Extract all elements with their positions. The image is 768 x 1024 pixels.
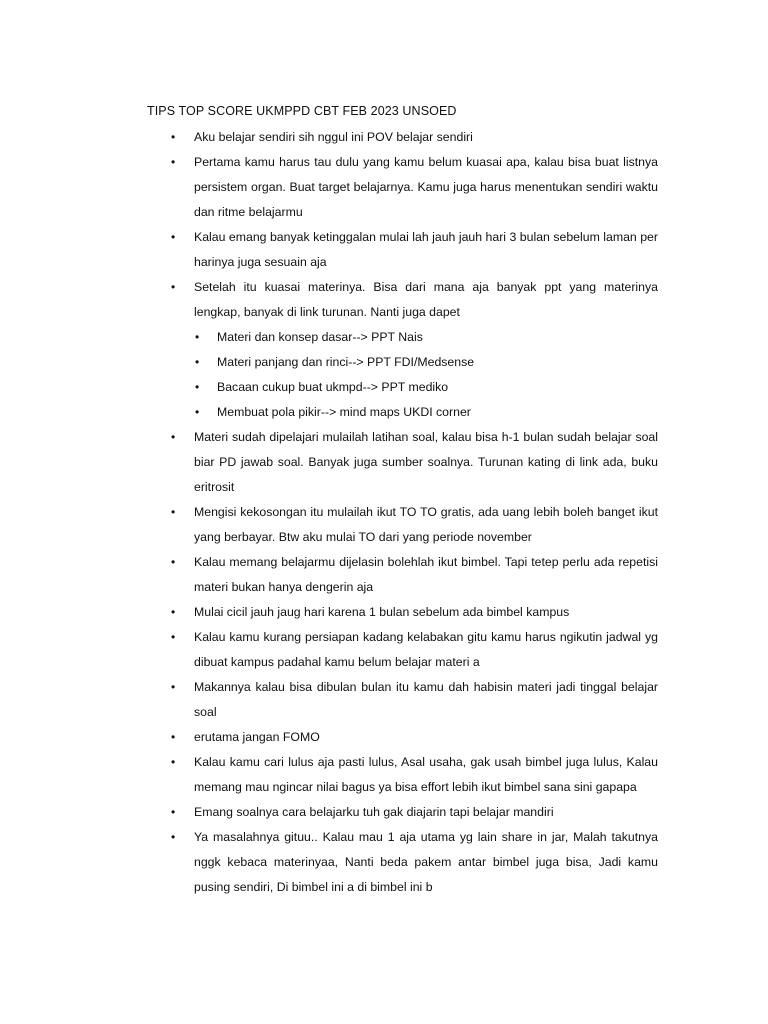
bullet-icon: • [171,630,176,644]
list-item [147,150,658,225]
list-item [147,800,658,825]
sub-list-item [194,350,658,375]
list-item [147,600,658,625]
list-item-text: Kalau kamu kurang persiapan kadang kelabakan gitu kamu harus ngikutin jadwal yg dibuat kampus padahal kamu belum belajar materi a [194,630,658,669]
list-item-text: Pertama kamu harus tau dulu yang kamu belum kuasai apa, kalau bisa buat listnya persistem organ. Buat target belajarnya. Kamu juga harus menentukan sendiri waktu dan ritme belajarmu [194,155,658,219]
list-item-text: Makannya kalau bisa dibulan bulan itu kamu dah habisin materi jadi tinggal belajar soal [194,680,658,719]
list-item [147,825,658,900]
bullet-icon: • [171,280,176,294]
bullet-icon: • [171,730,176,744]
bullet-icon: • [171,830,176,844]
bullet-icon: • [171,555,176,569]
bullet-icon: • [171,155,176,169]
sub-list-item [194,325,658,350]
sub-list-item [194,400,658,425]
bullet-icon: • [171,680,176,694]
list-item [147,225,658,275]
list-item-text: Mulai cicil jauh jaug hari karena 1 bulan sebelum ada bimbel kampus [194,605,570,619]
list-item [147,275,658,425]
list-item [147,675,658,725]
sub-list-item-text: Materi dan konsep dasar--> PPT Nais [217,330,423,344]
list-item-text: Aku belajar sendiri sih nggul ini POV belajar sendiri [194,130,473,144]
sub-list-item-text: Bacaan cukup buat ukmpd--> PPT mediko [217,380,449,394]
bullet-icon: • [195,355,200,369]
bullet-icon: • [171,755,176,769]
list-item [147,625,658,675]
list-item-text: erutama jangan FOMO [194,730,320,744]
bullet-icon: • [195,380,200,394]
list-item-text: Mengisi kekosongan itu mulailah ikut TO TO gratis, ada uang lebih boleh banget ikut yang berbayar. Btw aku mulai TO dari yang periode november [194,505,658,544]
bullet-icon: • [171,130,176,144]
sub-list-item [194,375,658,400]
list-item [147,725,658,750]
list-item [147,500,658,550]
list-item-text: Kalau kamu cari lulus aja pasti lulus, Asal usaha, gak usah bimbel juga lulus, Kalau memang mau ngincar nilai bagus ya bisa effort lebih ikut bimbel sana sini gapapa [194,755,658,794]
bullet-icon: • [171,605,176,619]
sub-list [194,325,658,425]
list-item-text: Setelah itu kuasai materinya. Bisa dari mana aja banyak ppt yang materinya lengkap, banyak di link turunan. Nanti juga dapet [194,280,658,319]
list-item-text: Emang soalnya cara belajarku tuh gak diajarin tapi belajar mandiri [194,805,554,819]
document-title: TIPS TOP SCORE UKMPPD CBT FEB 2023 UNSOED [147,104,457,118]
list-item-text: Kalau memang belajarmu dijelasin bolehlah ikut bimbel. Tapi tetep perlu ada repetisi materi bukan hanya dengerin aja [194,555,658,594]
tips-list [147,125,658,900]
list-item-text: Materi sudah dipelajari mulailah latihan soal, kalau bisa h-1 bulan sudah belajar soal biar PD jawab soal. Banyak juga sumber soalnya. Turunan kating di link ada, buku eritrosit [194,430,658,494]
bullet-icon: • [171,805,176,819]
bullet-icon: • [195,405,200,419]
bullet-icon: • [171,430,176,444]
bullet-icon: • [171,505,176,519]
sub-list-item-text: Membuat pola pikir--> mind maps UKDI corner [217,405,471,419]
list-item [147,750,658,800]
list-item-text: Kalau emang banyak ketinggalan mulai lah jauh jauh hari 3 bulan sebelum laman per harinya juga sesuain aja [194,230,658,269]
list-item [147,425,658,500]
list-item-text: Ya masalahnya gituu.. Kalau mau 1 aja utama yg lain share in jar, Malah takutnya nggk kebaca materinyaa, Nanti beda pakem antar bimbel juga bisa, Jadi kamu pusing sendiri, Di bimbel ini a di bimbel ini b [194,830,658,894]
bullet-icon: • [195,330,200,344]
bullet-icon: • [171,230,176,244]
sub-list-item-text: Materi panjang dan rinci--> PPT FDI/Medsense [217,355,475,369]
list-item [147,125,658,150]
list-item [147,550,658,600]
